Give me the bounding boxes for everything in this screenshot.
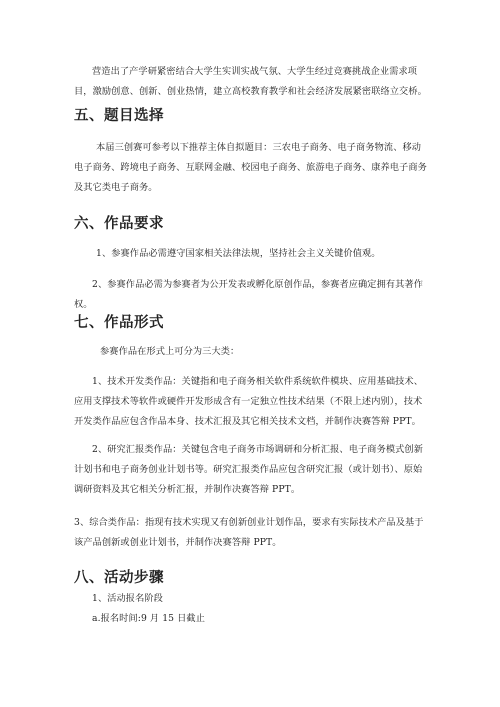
paragraph-topics: 本届三创赛可参考以下推荐主体自拟题目：三农电子商务、电子商务物流、移动电子商务、跨境电子商务、互联网金融、校园电子商务、旅游电子商务、康养电子商务及其它类电子商务。 [74,142,427,193]
heading-work-forms: 七、作品形式 [74,315,164,331]
paragraph-comprehensive-works: 3、综合类作品：指现有技术实现又有创新创业计划作品，要求有实际技术产品及基于该产品创新或创业计划书，并制作决赛答辩 PPT。 [74,517,424,548]
paragraph-requirement-2: 2、参赛作品必需为参赛者为公开发表或孵化原创作品，参赛者应确定拥有其著作权。 [74,279,424,310]
paragraph-tech-works: 1、技术开发类作品：关键指和电子商务相关软件系统软件模块、应用基础技术、应用支撑技术等软件或硬件开发形成含有一定独立性技术结果（不限上述内别），技术开发类作品应包含作品本身、技术汇报及其它相关技术文档，并制作决赛答辩 PPT。 [74,376,424,427]
paragraph-registration-stage: 1、活动报名阶段 [92,593,163,604]
heading-activity-steps: 八、活动步骤 [74,570,164,586]
paragraph-registration-time: a.报名时间:9 月 15 日截止 [92,613,205,624]
paragraph-research-works: 2、研究汇报类作品：关键包含电子商务市场调研和分析汇报、电子商务模式创新计划书和电子商务创业计划书等。研究汇报类作品应包含研究汇报（或计划书）、原始调研资料及其它相关分析汇报，并制作决赛答辩 PPT。 [74,444,424,495]
heading-work-requirements: 六、作品要求 [74,216,164,232]
heading-topic-selection: 五、题目选择 [74,108,164,124]
paragraph-intro: 营造出了产学研紧密结合大学生实训实战气氛、大学生经过竞赛挑战企业需求项目，激励创意、创新、创业热情，建立高校教育教学和社会经济发展紧密联络立交桥。 [74,66,427,97]
paragraph-forms-intro: 参赛作品在形式上可分为三大类： [100,346,240,357]
paragraph-requirement-1: 1、参赛作品必需遵守国家相关法律法规，坚持社会主义关键价值观。 [96,248,381,259]
